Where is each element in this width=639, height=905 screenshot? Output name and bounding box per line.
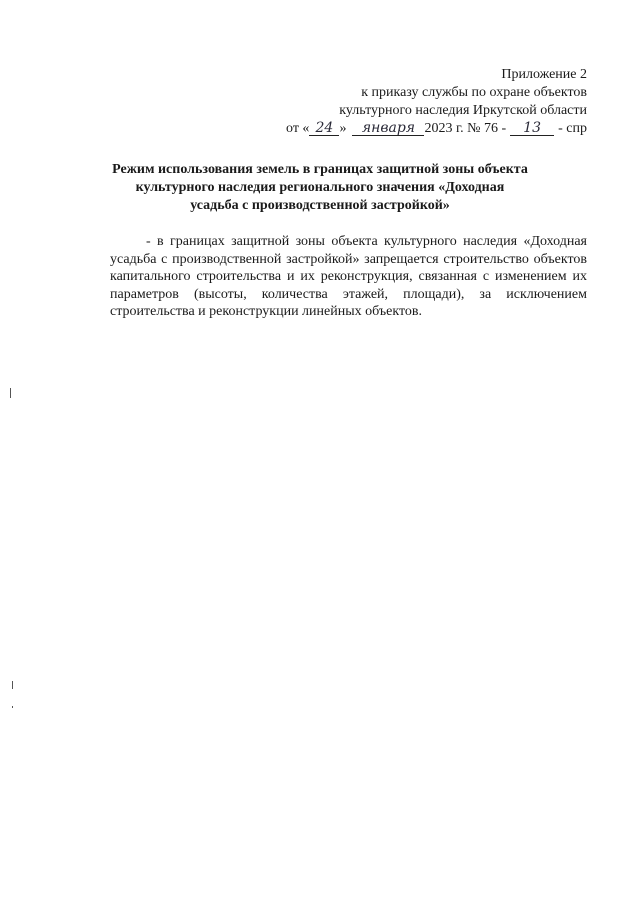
handwritten-day: 24 — [309, 121, 339, 136]
scan-artifact — [12, 681, 13, 689]
scan-artifact — [12, 706, 13, 708]
document-title: Режим использования земель в границах защитной зоны объекта культурного наследия регионального значения «Доходная усадьба с производственной застройкой» — [112, 162, 528, 213]
appendix-title: Приложение 2 — [501, 67, 587, 82]
appendix-authority: культурного наследия Иркутской области — [339, 103, 587, 118]
scan-artifact — [10, 388, 11, 398]
appendix-order-reference: к приказу службы по охране объектов — [361, 85, 587, 100]
order-quote-close: » — [339, 121, 347, 136]
order-year-number: 2023 г. № 76 - — [424, 121, 507, 136]
order-date-number — [286, 120, 587, 138]
appendix-header — [286, 66, 587, 138]
body-paragraph: - в границах защитной зоны объекта культурного наследия «Доходная усадьба с производственной застройкой» запрещается строительство объектов капитального строительства и их реконструкция, связанная с изменением их параметров (высоты, количества этажей, площади), за исключением строительства и реконструкции линейных объектов. — [110, 234, 587, 319]
handwritten-month: января — [352, 121, 424, 136]
order-prefix: от « — [286, 121, 310, 136]
order-suffix: - спр — [558, 121, 587, 136]
handwritten-order-number: 13 — [510, 121, 554, 136]
